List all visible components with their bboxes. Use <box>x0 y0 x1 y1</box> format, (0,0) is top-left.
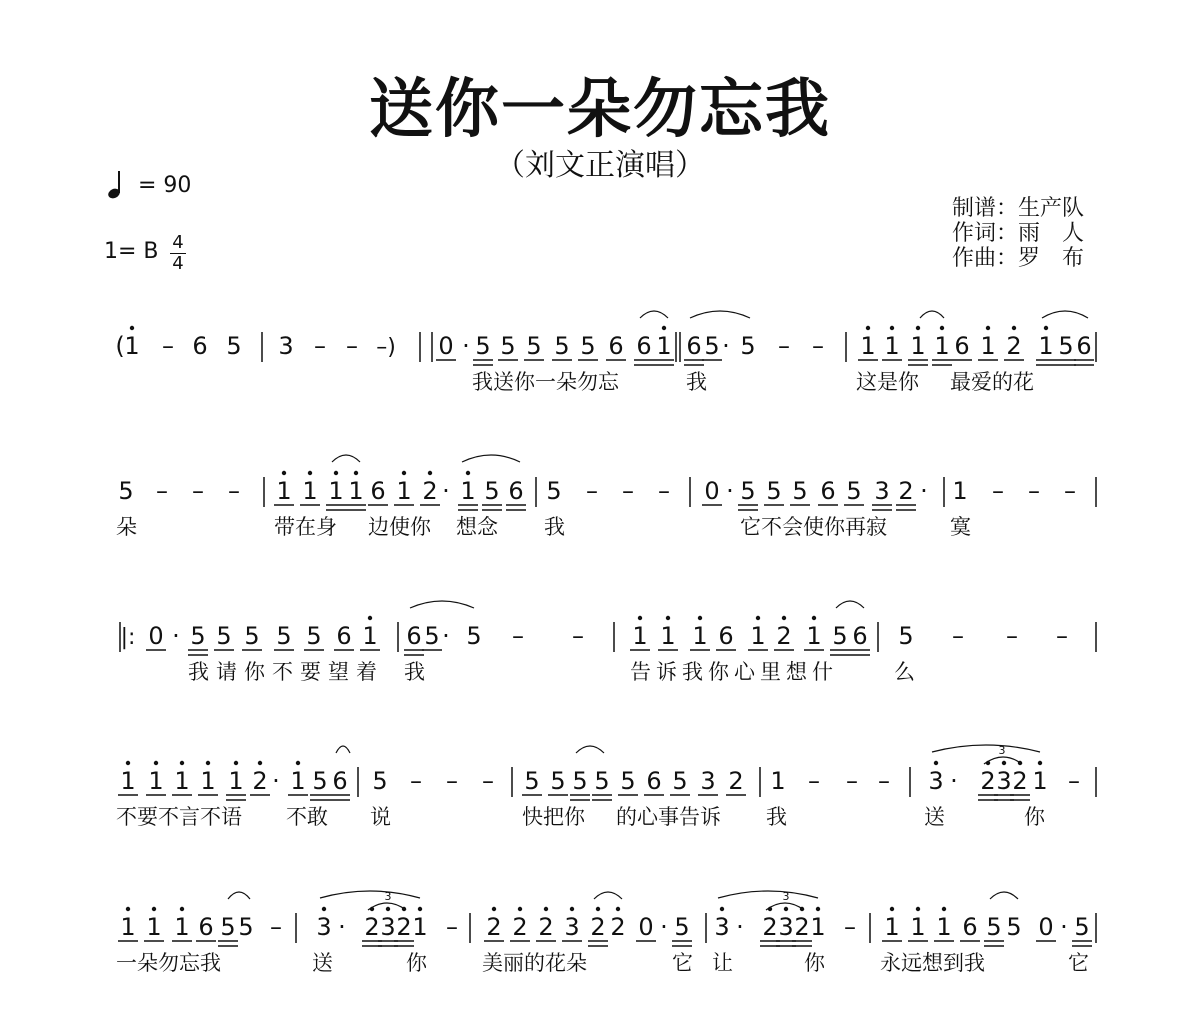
octave-dot <box>916 326 920 330</box>
note-glyph: 1 <box>276 477 292 505</box>
note-glyph: 3 <box>700 767 716 795</box>
note-glyph: – <box>1064 477 1076 505</box>
octave-dot <box>180 761 184 765</box>
credit-notation: 制谱：生产队 <box>952 196 1085 221</box>
note-glyph: 5 <box>1058 332 1074 360</box>
note-glyph: 6 <box>370 477 386 505</box>
note-glyph: 3 <box>278 332 294 360</box>
note-glyph: ( <box>115 332 125 360</box>
note-glyph: 5 <box>550 767 566 795</box>
note-glyph: 0 <box>438 332 454 360</box>
lyric: 朵 <box>116 515 137 539</box>
note-glyph: – <box>658 477 670 505</box>
note-glyph: 3 <box>782 890 790 903</box>
octave-dot <box>662 326 666 330</box>
lyric: 它不会使你再寂 <box>740 515 887 539</box>
slur <box>836 601 864 608</box>
credit-lyrics: 作词：雨 人 <box>952 221 1085 246</box>
note-glyph: 6 <box>192 332 208 360</box>
note-glyph: 1 <box>290 767 306 795</box>
note-glyph: |: <box>120 625 136 650</box>
note-glyph: 1 <box>1032 767 1048 795</box>
note-glyph: – <box>1056 622 1068 650</box>
note-glyph: – <box>1068 767 1080 795</box>
lyric: 告诉我你心里想什 <box>630 660 838 684</box>
note-glyph: 1 <box>120 913 136 941</box>
octave-dot <box>154 761 158 765</box>
note-glyph: 6 <box>332 767 348 795</box>
note-glyph: 3 <box>998 744 1006 757</box>
octave-dot <box>126 907 130 911</box>
note-glyph: 3 <box>564 913 580 941</box>
octave-dot <box>180 907 184 911</box>
lyric: 永远想到我 <box>880 951 985 975</box>
note-glyph: – <box>446 767 458 795</box>
lyric: 送 <box>924 805 945 829</box>
slur <box>320 891 420 898</box>
note-glyph: 5 <box>216 622 232 650</box>
octave-dot <box>812 616 816 620</box>
note-glyph: – <box>446 913 458 941</box>
note-glyph: – <box>878 767 890 795</box>
octave-dot <box>296 761 300 765</box>
octave-dot <box>784 907 788 911</box>
note-glyph: 6 <box>718 622 734 650</box>
octave-dot <box>1012 326 1016 330</box>
note-glyph: 5 <box>238 913 254 941</box>
note-glyph: 2 <box>794 913 810 941</box>
octave-dot <box>386 907 390 911</box>
lyric: 让 <box>712 951 733 975</box>
octave-dot <box>1038 761 1042 765</box>
octave-dot <box>402 471 406 475</box>
note-glyph: 2 <box>1012 767 1028 795</box>
lyric: 我 <box>686 370 707 394</box>
note-glyph: 3 <box>874 477 890 505</box>
note-glyph: – <box>622 477 634 505</box>
note-glyph: 5 <box>546 477 562 505</box>
note-glyph: 1 <box>200 767 216 795</box>
note-glyph: · <box>172 622 180 650</box>
note-glyph: – <box>270 913 282 941</box>
note-glyph: 5 <box>306 622 322 650</box>
note-glyph: 1 <box>860 332 876 360</box>
octave-dot <box>720 907 724 911</box>
note-glyph: 1 <box>460 477 476 505</box>
note-glyph: 2 <box>776 622 792 650</box>
note-glyph: 5 <box>220 913 236 941</box>
note-glyph: 6 <box>336 622 352 650</box>
slur <box>990 892 1018 899</box>
octave-dot <box>816 907 820 911</box>
note-glyph: 5 <box>118 477 134 505</box>
time-signature-top: 4 <box>172 232 184 253</box>
note-glyph: 5 <box>372 767 388 795</box>
note-glyph: 1 <box>348 477 364 505</box>
note-glyph: 5 <box>898 622 914 650</box>
note-glyph: 1 <box>952 477 968 505</box>
octave-dot <box>698 616 702 620</box>
note-glyph: 5 <box>740 477 756 505</box>
octave-dot <box>492 907 496 911</box>
note-glyph: 3 <box>714 913 730 941</box>
note-glyph: – <box>346 332 358 360</box>
lyric: 这是你 <box>856 370 919 394</box>
key-signature: 1= B <box>104 239 159 264</box>
note-glyph: 2 <box>1006 332 1022 360</box>
note-glyph: – <box>162 332 174 360</box>
note-glyph: 2 <box>512 913 528 941</box>
note-glyph: 1 <box>936 913 952 941</box>
octave-dot <box>1002 761 1006 765</box>
note-glyph: 1 <box>810 913 826 941</box>
note-glyph: · <box>660 913 668 941</box>
tempo-value: = 90 <box>138 173 192 198</box>
octave-dot <box>126 761 130 765</box>
note-glyph: 5 <box>704 332 720 360</box>
octave-dot <box>418 907 422 911</box>
slur <box>932 745 1040 752</box>
note-glyph: 2 <box>422 477 438 505</box>
note-glyph: 2 <box>486 913 502 941</box>
note-glyph: 2 <box>762 913 778 941</box>
credit-music: 作曲：罗 布 <box>952 246 1085 271</box>
note-glyph: 5 <box>190 622 206 650</box>
lyric: 一朵勿忘我 <box>116 951 221 975</box>
note-glyph: 5 <box>580 332 596 360</box>
lyric: 送 <box>312 951 333 975</box>
note-glyph: 2 <box>898 477 914 505</box>
note-glyph: 0 <box>1038 913 1054 941</box>
note-glyph: 1 <box>656 332 672 360</box>
lyric: 它 <box>1068 951 1089 975</box>
note-glyph: · <box>950 767 958 795</box>
octave-dot <box>638 616 642 620</box>
note-glyph: · <box>442 477 450 505</box>
note-glyph: 1 <box>770 767 786 795</box>
note-glyph: – <box>808 767 820 795</box>
lyric: 美丽的花朵 <box>482 951 587 975</box>
note-glyph: 5 <box>312 767 328 795</box>
octave-dot <box>428 471 432 475</box>
note-glyph: 1 <box>980 332 996 360</box>
note-glyph: 6 <box>198 913 214 941</box>
note-glyph: – <box>156 477 168 505</box>
note-glyph: 1 <box>120 767 136 795</box>
note-glyph: 2 <box>252 767 268 795</box>
note-glyph: 5 <box>276 622 292 650</box>
lyric: 想念 <box>456 515 498 539</box>
note-glyph: 5 <box>766 477 782 505</box>
lyric: 我 <box>544 515 565 539</box>
note-glyph: 1 <box>146 913 162 941</box>
note-glyph: · <box>462 332 470 360</box>
lyric: 说 <box>370 805 391 829</box>
lyric: 带在身 <box>274 515 337 539</box>
octave-dot <box>666 616 670 620</box>
note-glyph: 5 <box>832 622 848 650</box>
note-glyph: 0 <box>638 913 654 941</box>
note-glyph: – <box>586 477 598 505</box>
slur <box>462 455 520 462</box>
slur <box>332 455 360 462</box>
note-glyph: 3 <box>380 913 396 941</box>
note-glyph: – <box>572 622 584 650</box>
octave-dot <box>130 326 134 330</box>
lyric: 快把你 <box>522 805 585 829</box>
note-glyph: 1 <box>302 477 318 505</box>
note-glyph: 1 <box>934 332 950 360</box>
note-glyph: – <box>778 332 790 360</box>
note-glyph: 5 <box>740 332 756 360</box>
octave-dot <box>986 326 990 330</box>
lyric: 我送你一朵勿忘 <box>472 370 619 394</box>
lyric: 它 <box>672 951 693 975</box>
note-glyph: · <box>272 767 280 795</box>
note-glyph: 5 <box>500 332 516 360</box>
note-glyph: 2 <box>396 913 412 941</box>
octave-dot <box>258 761 262 765</box>
octave-dot <box>616 907 620 911</box>
note-glyph: 1 <box>806 622 822 650</box>
note-glyph: 5 <box>792 477 808 505</box>
note-glyph: 1 <box>910 913 926 941</box>
note-glyph: – <box>228 477 240 505</box>
lyric: 你 <box>1024 805 1045 829</box>
note-glyph: 6 <box>646 767 662 795</box>
octave-dot <box>308 471 312 475</box>
octave-dot <box>866 326 870 330</box>
slur <box>576 746 604 753</box>
note-glyph: – <box>992 477 1004 505</box>
slur <box>1042 311 1088 318</box>
note-glyph: 3 <box>778 913 794 941</box>
note-glyph: 0 <box>704 477 720 505</box>
slur <box>594 892 622 899</box>
octave-dot <box>282 471 286 475</box>
lyric: 寞 <box>950 515 971 539</box>
octave-dot <box>756 616 760 620</box>
note-glyph: 2 <box>728 767 744 795</box>
note-glyph: – <box>192 477 204 505</box>
note-glyph: 5 <box>475 332 491 360</box>
note-glyph: · <box>722 332 730 360</box>
lyric: 我 <box>766 805 787 829</box>
note-glyph: 1 <box>412 913 428 941</box>
note-glyph: 5 <box>424 622 440 650</box>
note-glyph: · <box>338 913 346 941</box>
octave-dot <box>544 907 548 911</box>
octave-dot <box>322 907 326 911</box>
octave-dot <box>1044 326 1048 330</box>
note-glyph: 6 <box>1076 332 1092 360</box>
slur <box>690 311 750 318</box>
note-glyph: 1 <box>750 622 766 650</box>
note-glyph: 5 <box>594 767 610 795</box>
octave-dot <box>916 907 920 911</box>
note-glyph: 6 <box>686 332 702 360</box>
note-glyph: 1 <box>692 622 708 650</box>
note-glyph: 5 <box>672 767 688 795</box>
note-glyph: · <box>736 913 744 941</box>
octave-dot <box>466 471 470 475</box>
slur <box>410 601 474 608</box>
octave-dot <box>940 326 944 330</box>
lyric: 你 <box>804 951 825 975</box>
note-glyph: 3 <box>928 767 944 795</box>
note-glyph: 6 <box>406 622 422 650</box>
time-signature-bottom: 4 <box>172 253 184 274</box>
octave-dot <box>368 616 372 620</box>
song-subtitle: （刘文正演唱） <box>495 148 705 183</box>
note-glyph: 5 <box>524 767 540 795</box>
note-glyph: 1 <box>124 332 140 360</box>
note-glyph: – <box>410 767 422 795</box>
note-glyph: 5 <box>674 913 690 941</box>
note-glyph: 1 <box>632 622 648 650</box>
octave-dot <box>782 616 786 620</box>
note-glyph: 5 <box>466 622 482 650</box>
note-glyph: 5 <box>572 767 588 795</box>
note-glyph: – <box>512 622 524 650</box>
slur <box>228 892 250 899</box>
note-glyph: 2 <box>538 913 554 941</box>
octave-dot <box>518 907 522 911</box>
note-glyph: – <box>1028 477 1040 505</box>
slur <box>718 891 818 898</box>
note-glyph: 1 <box>396 477 412 505</box>
note-glyph: 1 <box>362 622 378 650</box>
lyric: 么 <box>894 660 915 684</box>
note-glyph: · <box>442 622 450 650</box>
note-glyph: 5 <box>1074 913 1090 941</box>
note-glyph: 1 <box>884 332 900 360</box>
note-glyph: 0 <box>148 622 164 650</box>
note-glyph: · <box>920 477 928 505</box>
note-glyph: – <box>812 332 824 360</box>
lyric: 的心事告诉 <box>616 805 721 829</box>
lyric: 我请你不要望着 <box>188 660 384 684</box>
note-glyph: 1 <box>1038 332 1054 360</box>
note-glyph: 5 <box>1006 913 1022 941</box>
octave-dot <box>890 326 894 330</box>
note-glyph: 1 <box>174 767 190 795</box>
note-glyph: 6 <box>820 477 836 505</box>
note-glyph: 5 <box>986 913 1002 941</box>
note-glyph: – <box>1006 622 1018 650</box>
note-glyph: · <box>1060 913 1068 941</box>
note-glyph: 6 <box>608 332 624 360</box>
octave-dot <box>234 761 238 765</box>
lyric: 我 <box>404 660 425 684</box>
note-glyph: 5 <box>484 477 500 505</box>
note-glyph: · <box>726 477 734 505</box>
note-glyph: – <box>482 767 494 795</box>
note-glyph: 6 <box>508 477 524 505</box>
slur <box>920 311 944 318</box>
note-glyph: 1 <box>910 332 926 360</box>
note-glyph: – <box>952 622 964 650</box>
note-glyph: 5 <box>554 332 570 360</box>
note-glyph: 2 <box>364 913 380 941</box>
lyric: 不敢 <box>286 805 328 829</box>
octave-dot <box>334 471 338 475</box>
note-glyph: 1 <box>884 913 900 941</box>
note-glyph: 5 <box>244 622 260 650</box>
octave-dot <box>354 471 358 475</box>
note-glyph: 1 <box>660 622 676 650</box>
note-glyph: 6 <box>962 913 978 941</box>
octave-dot <box>934 761 938 765</box>
note-glyph: 2 <box>980 767 996 795</box>
lyric: 边使你 <box>368 515 431 539</box>
note-glyph: – <box>846 767 858 795</box>
lyric: 你 <box>406 951 427 975</box>
lyric: 最爱的花 <box>950 370 1034 394</box>
note-glyph: 6 <box>636 332 652 360</box>
octave-dot <box>942 907 946 911</box>
song-title: 送你一朵勿忘我 <box>369 73 831 147</box>
note-glyph: 6 <box>852 622 868 650</box>
note-glyph: 5 <box>226 332 242 360</box>
octave-dot <box>570 907 574 911</box>
slur <box>336 746 350 753</box>
octave-dot <box>152 907 156 911</box>
note-glyph: 3 <box>996 767 1012 795</box>
slur <box>640 311 668 318</box>
octave-dot <box>596 907 600 911</box>
note-glyph: 1 <box>228 767 244 795</box>
note-glyph: – <box>844 913 856 941</box>
note-glyph: –) <box>376 335 396 360</box>
note-glyph: 5 <box>526 332 542 360</box>
octave-dot <box>206 761 210 765</box>
note-glyph: 6 <box>954 332 970 360</box>
lyric: 不要不言不语 <box>116 805 242 829</box>
note-glyph: 3 <box>384 890 392 903</box>
note-glyph: 2 <box>590 913 606 941</box>
note-glyph: 5 <box>846 477 862 505</box>
note-glyph: 1 <box>328 477 344 505</box>
note-glyph: 3 <box>316 913 332 941</box>
note-glyph: 2 <box>610 913 626 941</box>
note-glyph: 5 <box>620 767 636 795</box>
note-glyph: 1 <box>174 913 190 941</box>
note-glyph: 1 <box>148 767 164 795</box>
note-glyph: – <box>314 332 326 360</box>
octave-dot <box>890 907 894 911</box>
